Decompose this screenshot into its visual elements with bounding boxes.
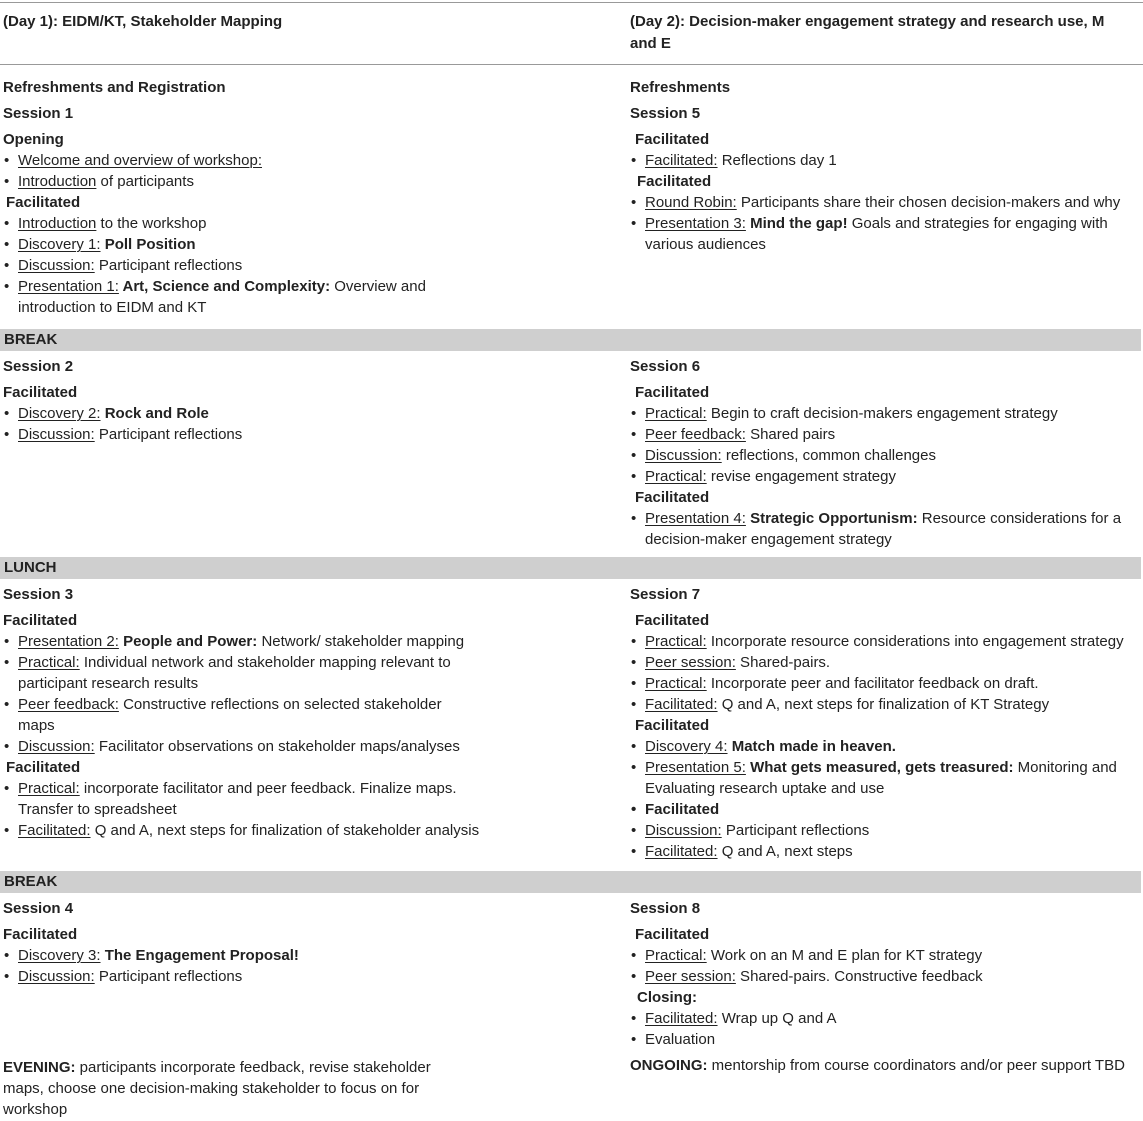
list-item: • Facilitated: Wrap up Q and A: [630, 1008, 1142, 1029]
facilitated-label: Facilitated: [3, 612, 78, 629]
day2-header: (Day 2): Decision-maker engagement strategy and research use, M and E: [630, 13, 1105, 52]
list-item: • Presentation 4: Strategic Opportunism: Resource considerations for a: [630, 508, 1142, 529]
facilitated-label: Facilitated: [635, 131, 710, 148]
list-item: • Peer feedback: Constructive reflections on selected stakeholder: [3, 694, 503, 715]
list-item: • Facilitated: [630, 799, 1142, 820]
evening-note-continuation: maps, choose one decision-making stakeholder to focus on for: [3, 1080, 420, 1097]
break-band: BREAK: [0, 871, 1141, 893]
day1-session1: [3, 77, 503, 318]
evening-note: EVENING: participants incorporate feedback, revise stakeholder: [3, 1059, 431, 1076]
list-item: • Peer session: Shared-pairs. Constructive feedback: [630, 966, 1142, 987]
session-title: Session 4: [3, 900, 74, 917]
facilitated-label: Facilitated: [635, 717, 710, 734]
list-item: • Presentation 5: What gets measured, gets treasured: Monitoring and: [630, 757, 1142, 778]
list-item: • Discussion: Participant reflections: [3, 255, 503, 276]
break-band: BREAK: [0, 329, 1141, 351]
list-item: • Practical: incorporate facilitator and peer feedback. Finalize maps.: [3, 778, 503, 799]
facilitated-label: Facilitated: [6, 759, 81, 776]
closing-label: Closing:: [637, 989, 697, 1006]
day2-session8: [630, 898, 1142, 1076]
facilitated-label: Facilitated: [635, 489, 710, 506]
list-item: • Practical: Incorporate resource considerations into engagement strategy: [630, 631, 1142, 652]
list-item: • Practical: Work on an M and E plan for KT strategy: [630, 945, 1142, 966]
list-item: • Discussion: reflections, common challenges: [630, 445, 1142, 466]
list-item-continuation: Transfer to spreadsheet: [18, 801, 177, 818]
day1-session2: [3, 356, 503, 445]
list-item: • Discovery 1: Poll Position: [3, 234, 503, 255]
facilitated-label: Facilitated: [3, 384, 78, 401]
list-item: • Discussion: Participant reflections: [3, 966, 503, 987]
list-item: • Discussion: Participant reflections: [3, 424, 503, 445]
list-item: • Practical: revise engagement strategy: [630, 466, 1142, 487]
session-title: Session 7: [630, 586, 701, 603]
list-item-continuation: introduction to EIDM and KT: [18, 299, 207, 316]
day1-header: (Day 1): EIDM/KT, Stakeholder Mapping: [3, 13, 283, 30]
facilitated-label: Facilitated: [635, 384, 710, 401]
day2-session6: [630, 356, 1142, 550]
opening-label: Opening: [3, 131, 64, 148]
session-title: Session 6: [630, 358, 701, 375]
list-item-continuation: Evaluating research uptake and use: [645, 780, 885, 797]
list-item: • Presentation 2: People and Power: Network/ stakeholder mapping: [3, 631, 503, 652]
refreshments-label: Refreshments: [630, 79, 731, 96]
ongoing-note: ONGOING: mentorship from course coordinators and/or peer support TBD: [630, 1057, 1125, 1074]
list-item: • Round Robin: Participants share their chosen decision-makers and why: [630, 192, 1142, 213]
list-item: • Practical: Incorporate peer and facilitator feedback on draft.: [630, 673, 1142, 694]
facilitated-label: Facilitated: [6, 194, 81, 211]
list-item: • Facilitated: Q and A, next steps for finalization of KT Strategy: [630, 694, 1142, 715]
day2-session5: [630, 77, 1142, 255]
facilitated-label: Facilitated: [635, 612, 710, 629]
list-item: • Discovery 2: Rock and Role: [3, 403, 503, 424]
refreshments-label: Refreshments and Registration: [3, 79, 226, 96]
list-item: • Discussion: Facilitator observations on stakeholder maps/analyses: [3, 736, 503, 757]
facilitated-label: Facilitated: [3, 926, 78, 943]
list-item-continuation: maps: [18, 717, 55, 734]
list-item: • Discovery 3: The Engagement Proposal!: [3, 945, 503, 966]
session-title: Session 8: [630, 900, 701, 917]
list-item: • Evaluation: [630, 1029, 1142, 1050]
day2-session7: [630, 584, 1142, 862]
session-title: Session 5: [630, 105, 701, 122]
day1-evening: [3, 1057, 503, 1120]
list-item: • Peer feedback: Shared pairs: [630, 424, 1142, 445]
facilitated-label: Facilitated: [637, 173, 712, 190]
header-rule: [0, 64, 1143, 65]
list-item: • Facilitated: Q and A, next steps: [630, 841, 1142, 862]
list-item: • Discovery 4: Match made in heaven.: [630, 736, 1142, 757]
list-item-continuation: various audiences: [645, 236, 766, 253]
lunch-band: LUNCH: [0, 557, 1141, 579]
table-top-rule: [0, 2, 1143, 3]
list-item: • Discussion: Participant reflections: [630, 820, 1142, 841]
day1-session4: [3, 898, 503, 987]
session-title: Session 3: [3, 586, 74, 603]
list-item: • Peer session: Shared-pairs.: [630, 652, 1142, 673]
session-title: Session 1: [3, 105, 74, 122]
list-item: • Facilitated: Q and A, next steps for finalization of stakeholder analysis: [3, 820, 503, 841]
list-item: • Introduction of participants: [3, 171, 503, 192]
list-item: • Practical: Begin to craft decision-makers engagement strategy: [630, 403, 1142, 424]
list-item: • Presentation 3: Mind the gap! Goals and strategies for engaging with: [630, 213, 1142, 234]
session-title: Session 2: [3, 358, 74, 375]
day1-session3: [3, 584, 503, 841]
list-item: • Practical: Individual network and stakeholder mapping relevant to: [3, 652, 503, 673]
list-item: • Introduction to the workshop: [3, 213, 503, 234]
list-item: • Facilitated: Reflections day 1: [630, 150, 1142, 171]
evening-note-continuation: workshop: [3, 1101, 68, 1118]
list-item-continuation: decision-maker engagement strategy: [645, 531, 892, 548]
list-item: • Welcome and overview of workshop:: [3, 150, 503, 171]
facilitated-label: Facilitated: [635, 926, 710, 943]
list-item-continuation: participant research results: [18, 675, 199, 692]
list-item: • Presentation 1: Art, Science and Complexity: Overview and: [3, 276, 503, 297]
